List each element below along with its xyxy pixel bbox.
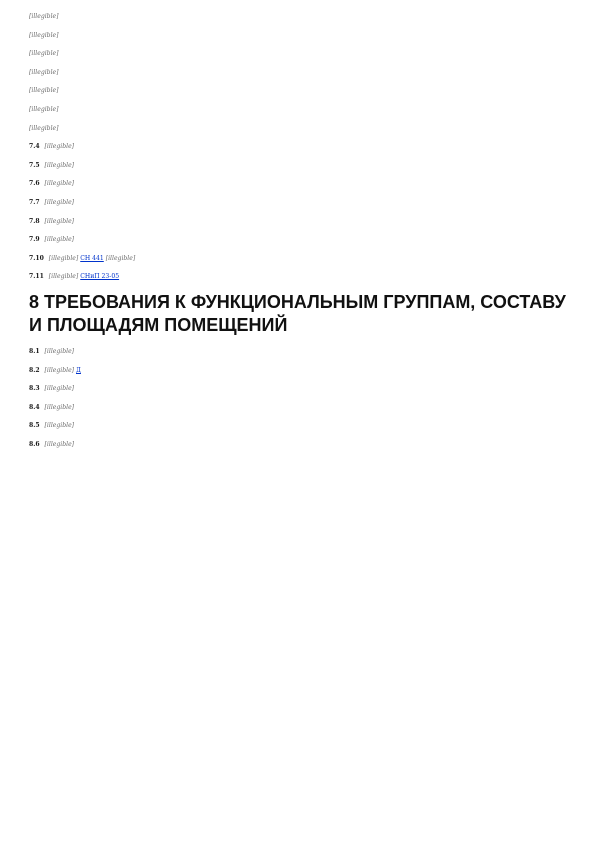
illegible-text: [illegible] xyxy=(44,385,75,393)
illegible-text: [illegible] xyxy=(29,68,59,76)
illegible-text: [illegible] xyxy=(44,217,75,225)
section-number: 8.3 xyxy=(29,385,40,393)
paragraph-7-10 xyxy=(29,254,566,264)
heading-line-1: 8 ТРЕБОВАНИЯ К ФУНКЦИОНАЛЬНЫМ ГРУППАМ, СОСТАВУ xyxy=(29,291,566,312)
illegible-text: [illegible] xyxy=(44,180,75,188)
paragraph-sports-surface xyxy=(29,68,566,78)
illegible-text: [illegible] xyxy=(44,366,75,374)
section-number: 7.6 xyxy=(29,180,40,188)
document-body xyxy=(29,12,566,458)
illegible-text: [illegible] xyxy=(29,13,59,20)
paragraph-7-9 xyxy=(29,235,566,245)
illegible-text: [illegible] xyxy=(48,254,79,262)
document-link-sn441[interactable]: СН 441 xyxy=(80,254,104,262)
section-number: 8.5 xyxy=(29,422,40,430)
paragraph-8-3 xyxy=(29,384,566,394)
illegible-text: [illegible] xyxy=(48,273,79,281)
paragraph-utility-zone xyxy=(29,105,566,115)
section-heading xyxy=(29,291,566,337)
illegible-text: [illegible] xyxy=(29,31,59,39)
section-number: 7.11 xyxy=(29,273,44,281)
section-number: 7.4 xyxy=(29,143,40,151)
illegible-text: [illegible] xyxy=(29,50,59,58)
illegible-text: [illegible] xyxy=(29,87,59,95)
paragraph-8-6 xyxy=(29,440,566,450)
illegible-text: [illegible] xyxy=(44,236,75,244)
illegible-text: [illegible] xyxy=(29,105,59,113)
section-number: 8.1 xyxy=(29,347,40,355)
section-number: 7.8 xyxy=(29,217,40,225)
paragraph-7-6 xyxy=(29,179,566,189)
illegible-text: [illegible] xyxy=(44,198,75,206)
paragraph-continuation xyxy=(29,12,566,22)
section-number: 7.9 xyxy=(29,236,40,244)
section-number: 7.10 xyxy=(29,254,44,262)
illegible-text: [illegible] xyxy=(44,440,75,448)
section-number: 7.7 xyxy=(29,198,40,206)
section-number: 8.2 xyxy=(29,366,40,374)
paragraph-utility-territory xyxy=(29,124,566,134)
illegible-text: [illegible] xyxy=(44,143,75,151)
paragraph-7-5 xyxy=(29,161,566,171)
paragraph-7-7 xyxy=(29,198,566,208)
appendix-link[interactable]: Д xyxy=(76,366,81,374)
paragraph-7-11 xyxy=(29,272,566,282)
section-number: 8.4 xyxy=(29,403,40,411)
paragraph-7-8 xyxy=(29,217,566,227)
document-link-snip-23-05[interactable]: СНиП 23-05 xyxy=(80,273,120,281)
paragraph-8-2 xyxy=(29,366,566,376)
illegible-text: [illegible] xyxy=(44,403,75,411)
paragraph-rest-zone xyxy=(29,86,566,96)
illegible-text: [illegible] xyxy=(44,161,75,169)
paragraph-sports-core xyxy=(29,49,566,59)
illegible-text: [illegible] xyxy=(44,347,75,355)
section-number: 7.5 xyxy=(29,161,40,169)
paragraph-sports-zone xyxy=(29,31,566,41)
paragraph-7-4 xyxy=(29,142,566,152)
heading-line-2: И ПЛОЩАДЯМ ПОМЕЩЕНИЙ xyxy=(29,314,288,335)
paragraph-8-1 xyxy=(29,347,566,357)
paragraph-8-4 xyxy=(29,403,566,413)
illegible-text: [illegible] xyxy=(44,422,75,430)
illegible-text: [illegible] xyxy=(29,124,59,132)
paragraph-8-5 xyxy=(29,421,566,431)
section-number: 8.6 xyxy=(29,440,40,448)
illegible-text: [illegible] xyxy=(105,254,136,262)
